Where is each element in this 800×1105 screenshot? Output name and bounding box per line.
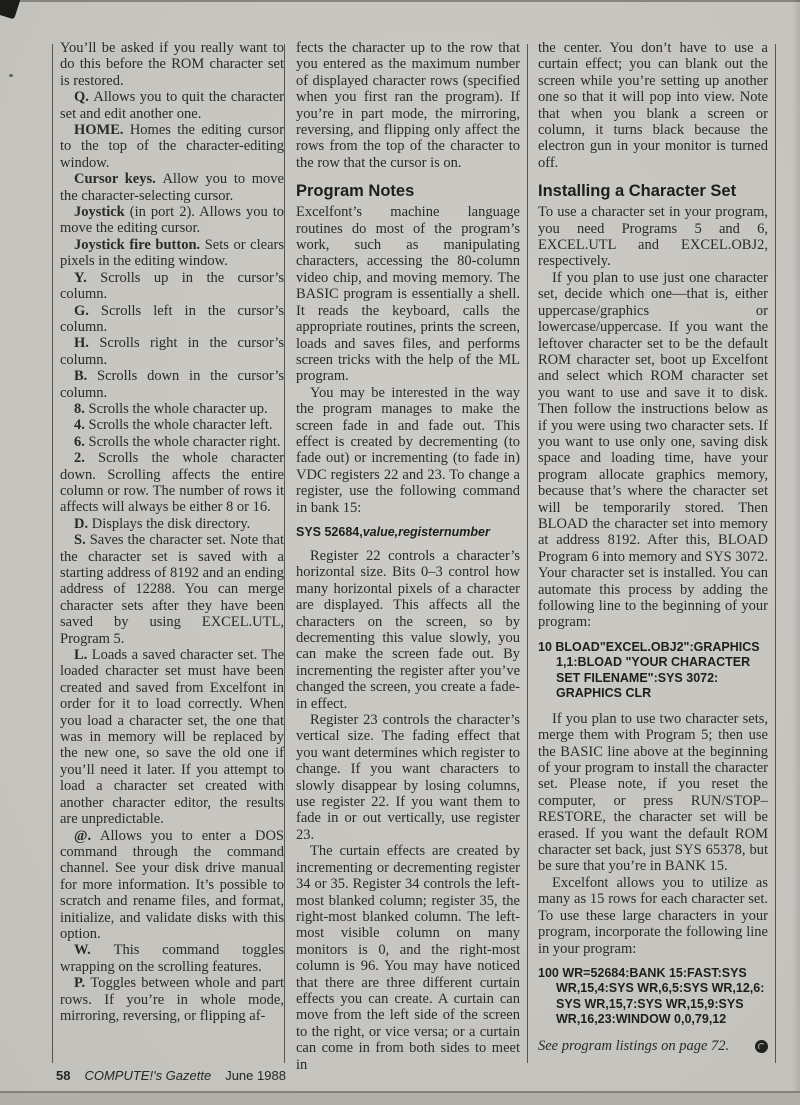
scan-artifact-speck	[9, 74, 13, 77]
paragraph-text: Register 22 controls a character’s horizontal size. Bits 0–3 control how many horizontal pixels of a character are displayed. This affects all the characters on the screen, so by decrementing this value slowly, you can make the screen fade out. By incrementing the register after you’ve changed the screen, you create a fade-in effect.	[296, 547, 520, 712]
paragraph	[60, 434, 284, 450]
paragraph	[60, 975, 284, 1024]
paragraph-text: This command toggles wrapping on the scrolling features.	[60, 942, 285, 975]
paragraph-text: Allows you to enter a DOS command through the command channel. See your disk drive manual for more information. It’s possible to scratch and rename files, and format, initialize, and validate disks with this option.	[60, 827, 284, 942]
paragraph-text: (in port 2). Allows you to move the editing cursor.	[60, 204, 285, 237]
paragraph	[60, 270, 284, 303]
program-listing	[538, 966, 768, 1028]
paragraph-text: Scrolls down in the cursor’s column.	[60, 368, 284, 401]
paragraph	[296, 843, 520, 1073]
paragraph-text: To use a character set in your program, you need Programs 5 and 6, EXCEL.UTL and EXCEL.OBJ2, respectively.	[538, 204, 768, 270]
scan-edge-right	[792, 0, 800, 1105]
paragraph-lead: HOME.	[74, 122, 130, 139]
paragraph-text: Scrolls right in the cursor’s column.	[60, 335, 285, 368]
paragraph	[60, 171, 284, 204]
scan-edge-top	[0, 0, 800, 2]
paragraph-lead: 8.	[74, 400, 89, 417]
paragraph	[60, 335, 284, 368]
paragraph	[60, 368, 284, 401]
paragraph-text: fects the character up to the row that you entered as the maximum number of displayed character rows (specified when you first ran the program). If you’re in part mode, the mirroring, reversing, and flipping only affect the rows from the top of the character to the row that the cursor is on.	[296, 40, 520, 171]
page-footer	[56, 1068, 286, 1083]
paragraph-text: Scrolls the whole character left.	[88, 417, 273, 434]
column-rule-mid-right	[527, 44, 528, 1063]
paragraph	[60, 450, 284, 516]
paragraph-lead: H.	[74, 335, 100, 352]
column-right	[538, 40, 768, 1054]
paragraph	[60, 303, 284, 336]
listing-line: GRAPHICS CLR	[556, 686, 652, 701]
listing-line: 1,1:BLOAD "YOUR CHARACTER	[556, 655, 751, 670]
paragraph	[296, 385, 520, 516]
paragraph-text: Excelfont’s machine language routines do most of the program’s work, such as manipulating characters, accessing the 80-column video chip, and moving memory. The BASIC program is essentially a shell. It reads the keyboard, calls the appropriate routines, prints the screen, loads and saves files, and performs screen tricks with the help of the ML program.	[296, 204, 520, 385]
paragraph-lead: Q.	[74, 89, 94, 106]
paragraph-lead: D.	[74, 515, 92, 532]
paragraph-text: Displays the disk directory.	[91, 515, 251, 532]
paragraph-lead: S.	[74, 532, 90, 549]
listing-line: SET FILENAME":SYS 3072:	[556, 670, 719, 685]
paragraph-text: Scrolls the whole character down. Scrolling affects the entire column or row. The number of rows it affects will always be either 8 or 16.	[60, 450, 285, 516]
page-number: 58	[56, 1068, 71, 1083]
paragraph-text: Saves the character set. Note that the character set is saved with a starting address of 8192 and an ending address of 12288. You can merge character sets after they have been saved by using EXCEL.UTL, Program 5.	[60, 532, 284, 647]
paragraph-lead: B.	[74, 368, 98, 385]
scan-edge-bottom	[0, 1091, 800, 1105]
paragraph	[296, 204, 520, 384]
code-italic: value,registernumber	[362, 524, 490, 539]
paragraph-text: Sets or clears pixels in the editing window.	[60, 236, 284, 270]
issue-date: June 1988	[225, 1068, 286, 1083]
paragraph	[60, 89, 284, 122]
paragraph-lead: G.	[74, 302, 101, 319]
paragraph-text: You may be interested in the way the program manages to make the screen fade in and fade out. This effect is created by decrementing (to fade out) or incrementing (to fade in) VDC registers 22 and 23. To change a register, use the following command in bank 15:	[296, 384, 520, 516]
column-rule-left	[52, 44, 53, 1063]
paragraph-text: Register 23 controls the character’s vertical size. The fading effect that you want determines which register to change. If you want characters to slowly disappear by losing columns, use register 22. If you want them to fade in or out vertically, use register 23.	[296, 712, 520, 843]
paragraph-text: Scrolls the whole character up.	[88, 400, 268, 417]
column-left	[60, 40, 284, 1024]
paragraph-text: Scrolls up in the cursor’s column.	[60, 269, 285, 303]
paragraph	[296, 548, 520, 712]
paragraph	[538, 875, 768, 957]
paragraph	[538, 40, 768, 171]
column-rule-mid-left	[284, 44, 285, 1063]
paragraph-lead: L.	[74, 647, 92, 664]
paragraph-lead: 6.	[74, 433, 89, 450]
signoff-text: See program listings on page 72.	[538, 1037, 730, 1054]
end-of-article-icon	[755, 1040, 768, 1053]
listing-line: 10 BLOAD"EXCEL.OBJ2":GRAPHICS	[538, 639, 760, 654]
paragraph-text: Homes the editing cursor to the top of the character-editing window.	[60, 122, 284, 171]
paragraph-text: Scrolls left in the cursor’s column.	[60, 302, 284, 335]
paragraph	[538, 204, 768, 270]
magazine-title: COMPUTE!'s Gazette	[84, 1068, 212, 1083]
paragraph-text: Loads a saved character set. The loaded character set must have been created and saved from Excelfont in order for it to load correctly. When you load a character set, the one that was in memory will be replaced by the new one, so save the old one if you’ll need it later. If you attempt to load a character set created with another character editor, the results are unpredictable.	[60, 647, 285, 828]
paragraph-lead: Joystick fire button.	[74, 236, 205, 253]
paragraph	[60, 942, 284, 975]
paragraph	[60, 237, 284, 270]
column-middle	[296, 40, 520, 1073]
paragraph-text: Toggles between whole and part rows. If you’re in whole mode, mirroring, reversing, or flipping af-	[60, 975, 284, 1024]
paragraph-text: The curtain effects are created by incrementing or decrementing register 34 or 35. Register 34 controls the left-most blanked column; register 35, the right-most blanked column. The left-most visible column on many monitors is 0, and the right-most column is 96. You may have noticed that there are three different curtain effects you can create. A curtain can move from the left side of the screen to the right, or vice versa; or a curtain can come in from both sides to meet in	[296, 843, 520, 1073]
paragraph-text: Allows you to quit the character set and edit another one.	[60, 89, 285, 122]
paragraph	[60, 401, 284, 417]
paragraph	[60, 417, 284, 433]
listing-line: SYS WR,15,7:SYS WR,15,9:SYS	[556, 996, 744, 1011]
paragraph-lead: P.	[74, 975, 91, 992]
paragraph-lead: W.	[74, 942, 114, 959]
paragraph-text: the center. You don’t have to use a curtain effect; you can blank out the screen while you’re setting up another one so that it will pop into view. Note that when you blank a screen or column, it turns black because the electron gun in your monitor is turned off.	[538, 40, 768, 171]
paragraph-lead: Cursor keys.	[74, 171, 163, 188]
section-heading: Installing a Character Set	[538, 182, 737, 201]
paragraph-lead: Joystick	[74, 204, 130, 221]
paragraph-text: If you plan to use just one character set, decide which one—that is, either uppercase/graphics or lowercase/uppercase. If you want the leftover character set to be the default ROM character set, boot up Excelfont and select which ROM character set you want to use and save it to disk. Then follow the instructions below as if you were using two character sets. If you want to use only one, saving disk space and loading time, have your program allocate graphics memory, because that’s where the character set will be temporarily stored. Then BLOAD the character set into memory at address 8192. After this, BLOAD Program 6 into memory and SYS 3072. Your character set is installed. You can automate this process by adding the following line to the beginning of your program:	[538, 269, 768, 631]
paragraph	[538, 711, 768, 875]
code-bold: SYS 52684,	[296, 524, 363, 539]
paragraph-lead: 4.	[74, 417, 89, 434]
paragraph	[538, 270, 768, 631]
section-heading: Program Notes	[296, 182, 415, 201]
paragraph-lead: Y.	[74, 269, 101, 286]
paragraph-text: You’ll be asked if you really want to do this before the ROM character set is restored.	[60, 40, 284, 89]
paragraph-text: Scrolls the whole character right.	[88, 433, 281, 450]
paragraph	[60, 204, 284, 237]
paragraph-text: If you plan to use two character sets, merge them with Program 5; then use the BASIC line above at the beginning of your program to install the character set. Please note, if you reset the computer, or press RUN/STOP–RESTORE, the character set will be erased. If you want the default ROM character set back, just SYS 65378, but be sure that you’re in BANK 15.	[538, 710, 768, 875]
listing-line: WR,16,23:WINDOW 0,0,79,12	[556, 1012, 727, 1027]
program-listing	[538, 640, 768, 702]
paragraph-lead: 2.	[74, 450, 99, 467]
column-rule-right	[775, 44, 776, 1063]
paragraph	[60, 647, 284, 827]
paragraph-lead: @.	[74, 827, 101, 844]
paragraph	[296, 40, 520, 171]
inline-code	[296, 525, 520, 540]
paragraph	[60, 532, 284, 647]
paragraph	[60, 828, 284, 943]
listing-line: 100 WR=52684:BANK 15:FAST:SYS	[538, 965, 747, 980]
signoff-line	[538, 1038, 768, 1054]
paragraph	[60, 40, 284, 89]
scan-artifact-corner	[0, 0, 21, 19]
paragraph-text: Allow you to move the character-selecting cursor.	[60, 171, 284, 204]
paragraph	[296, 712, 520, 843]
listing-line: WR,15,4:SYS WR,6,5:SYS WR,12,6:	[556, 981, 765, 996]
paragraph-text: Excelfont allows you to utilize as many as 15 rows for each character set. To use these large characters in your program, incorporate the following line in your program:	[538, 874, 768, 957]
paragraph	[60, 516, 284, 532]
paragraph	[60, 122, 284, 171]
